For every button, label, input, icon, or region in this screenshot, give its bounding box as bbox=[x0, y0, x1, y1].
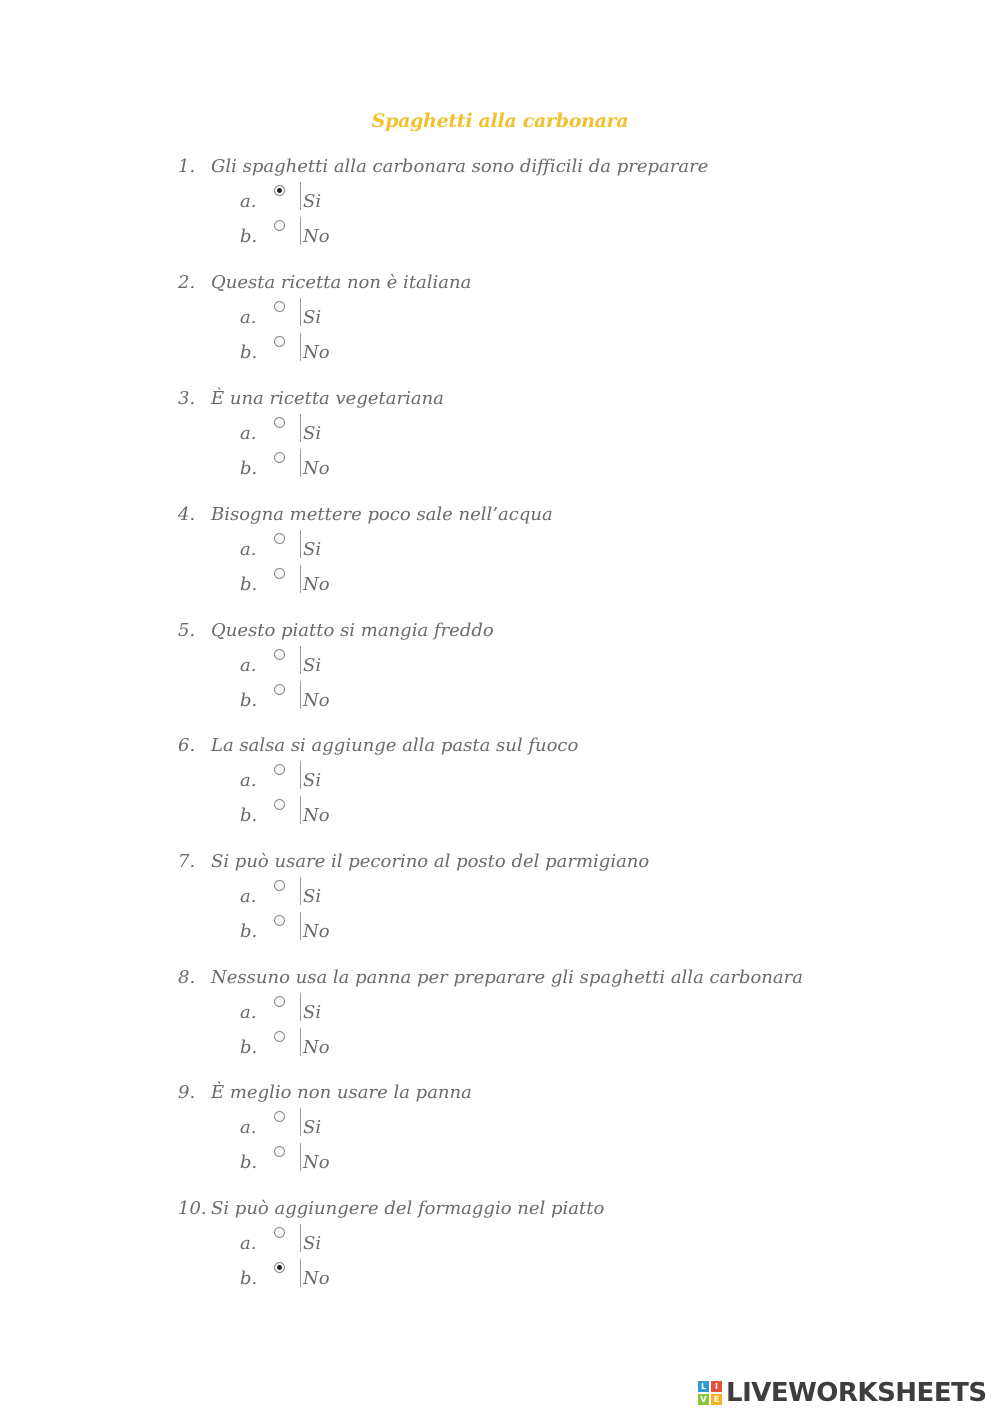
option-letter: b. bbox=[240, 805, 258, 826]
radio-button[interactable] bbox=[274, 764, 285, 775]
divider bbox=[300, 1028, 301, 1056]
divider bbox=[300, 333, 301, 361]
divider bbox=[300, 912, 301, 940]
divider bbox=[300, 565, 301, 593]
radio-button[interactable] bbox=[274, 533, 285, 544]
radio-button[interactable] bbox=[274, 1111, 285, 1122]
option-letter: b. bbox=[240, 226, 258, 247]
option-label: Si bbox=[303, 655, 322, 676]
question-5 bbox=[178, 616, 938, 716]
option-b bbox=[178, 796, 938, 831]
option-letter: a. bbox=[240, 539, 257, 560]
option-letter: a. bbox=[240, 423, 257, 444]
option-b bbox=[178, 565, 938, 600]
option-letter: b. bbox=[240, 458, 258, 479]
option-letter: a. bbox=[240, 191, 257, 212]
option-label: Si bbox=[303, 1233, 322, 1254]
radio-button[interactable] bbox=[274, 799, 285, 810]
logo-tile: L bbox=[698, 1381, 709, 1392]
question-number: 10. bbox=[178, 1198, 207, 1219]
question-text: È una ricetta vegetariana bbox=[211, 388, 444, 409]
divider bbox=[300, 646, 301, 674]
option-letter: b. bbox=[240, 921, 258, 942]
option-a bbox=[178, 530, 938, 565]
question-number: 2. bbox=[178, 272, 196, 293]
question-text: È meglio non usare la panna bbox=[211, 1082, 472, 1103]
option-label: Si bbox=[303, 1117, 322, 1138]
option-letter: b. bbox=[240, 574, 258, 595]
option-label: Si bbox=[303, 539, 322, 560]
radio-button[interactable] bbox=[274, 684, 285, 695]
question-8 bbox=[178, 963, 938, 1063]
option-label: No bbox=[303, 226, 330, 247]
option-letter: a. bbox=[240, 1233, 257, 1254]
option-label: No bbox=[303, 1037, 330, 1058]
option-label: Si bbox=[303, 886, 322, 907]
question-7 bbox=[178, 847, 938, 947]
divider bbox=[300, 681, 301, 709]
divider bbox=[300, 1224, 301, 1252]
question-text: Nessuno usa la panna per preparare gli spaghetti alla carbonara bbox=[211, 967, 803, 988]
question-10 bbox=[178, 1194, 938, 1294]
question-number: 1. bbox=[178, 156, 196, 177]
radio-button[interactable] bbox=[274, 1262, 285, 1273]
option-letter: a. bbox=[240, 770, 257, 791]
question-6 bbox=[178, 731, 938, 831]
question-number: 9. bbox=[178, 1082, 196, 1103]
option-letter: a. bbox=[240, 307, 257, 328]
radio-button[interactable] bbox=[274, 301, 285, 312]
option-letter: b. bbox=[240, 690, 258, 711]
radio-button[interactable] bbox=[274, 915, 285, 926]
question-text: Questa ricetta non è italiana bbox=[211, 272, 472, 293]
divider bbox=[300, 1108, 301, 1136]
logo-tile: V bbox=[698, 1394, 709, 1405]
radio-button[interactable] bbox=[274, 1227, 285, 1238]
divider bbox=[300, 877, 301, 905]
worksheet-title: Spaghetti alla carbonara bbox=[371, 110, 629, 132]
option-label: No bbox=[303, 458, 330, 479]
question-number: 4. bbox=[178, 504, 196, 525]
radio-button[interactable] bbox=[274, 452, 285, 463]
brand-name: LIVEWORKSHEETS bbox=[726, 1378, 987, 1408]
question-text: Bisogna mettere poco sale nell’acqua bbox=[211, 504, 553, 525]
option-label: Si bbox=[303, 423, 322, 444]
option-a bbox=[178, 877, 938, 912]
radio-button[interactable] bbox=[274, 568, 285, 579]
option-a bbox=[178, 414, 938, 449]
option-b bbox=[178, 217, 938, 252]
option-letter: b. bbox=[240, 1037, 258, 1058]
liveworksheets-logo[interactable] bbox=[698, 1378, 987, 1408]
option-a bbox=[178, 993, 938, 1028]
divider bbox=[300, 449, 301, 477]
option-label: No bbox=[303, 1152, 330, 1173]
option-label: No bbox=[303, 921, 330, 942]
option-a bbox=[178, 1224, 938, 1259]
option-b bbox=[178, 912, 938, 947]
divider bbox=[300, 530, 301, 558]
divider bbox=[300, 414, 301, 442]
radio-button[interactable] bbox=[274, 880, 285, 891]
divider bbox=[300, 1259, 301, 1287]
question-4 bbox=[178, 500, 938, 600]
question-number: 6. bbox=[178, 735, 196, 756]
option-b bbox=[178, 333, 938, 368]
option-label: Si bbox=[303, 191, 322, 212]
radio-button[interactable] bbox=[274, 417, 285, 428]
radio-button[interactable] bbox=[274, 1031, 285, 1042]
option-letter: a. bbox=[240, 1002, 257, 1023]
question-number: 8. bbox=[178, 967, 196, 988]
question-number: 7. bbox=[178, 851, 196, 872]
radio-button[interactable] bbox=[274, 996, 285, 1007]
radio-button[interactable] bbox=[274, 185, 285, 196]
option-a bbox=[178, 646, 938, 681]
option-label: Si bbox=[303, 307, 322, 328]
divider bbox=[300, 993, 301, 1021]
logo-mark-icon bbox=[698, 1381, 722, 1405]
question-text: La salsa si aggiunge alla pasta sul fuoco bbox=[211, 735, 579, 756]
option-letter: b. bbox=[240, 342, 258, 363]
radio-button[interactable] bbox=[274, 220, 285, 231]
option-letter: a. bbox=[240, 886, 257, 907]
logo-tile: I bbox=[711, 1381, 722, 1392]
option-b bbox=[178, 681, 938, 716]
divider bbox=[300, 298, 301, 326]
option-label: No bbox=[303, 574, 330, 595]
option-letter: b. bbox=[240, 1152, 258, 1173]
question-9 bbox=[178, 1078, 938, 1178]
option-label: No bbox=[303, 342, 330, 363]
option-b bbox=[178, 449, 938, 484]
question-number: 5. bbox=[178, 620, 196, 641]
radio-button[interactable] bbox=[274, 1146, 285, 1157]
question-text: Si può usare il pecorino al posto del parmigiano bbox=[211, 851, 650, 872]
option-label: No bbox=[303, 1268, 330, 1289]
question-text: Si può aggiungere del formaggio nel piatto bbox=[211, 1198, 605, 1219]
question-number: 3. bbox=[178, 388, 196, 409]
option-label: Si bbox=[303, 1002, 322, 1023]
divider bbox=[300, 1143, 301, 1171]
radio-button[interactable] bbox=[274, 336, 285, 347]
option-a bbox=[178, 761, 938, 796]
option-label: No bbox=[303, 690, 330, 711]
divider bbox=[300, 182, 301, 210]
option-letter: b. bbox=[240, 1268, 258, 1289]
option-a bbox=[178, 182, 938, 217]
option-label: No bbox=[303, 805, 330, 826]
question-2 bbox=[178, 268, 938, 368]
radio-button[interactable] bbox=[274, 649, 285, 660]
divider bbox=[300, 217, 301, 245]
option-letter: a. bbox=[240, 1117, 257, 1138]
option-b bbox=[178, 1028, 938, 1063]
question-3 bbox=[178, 384, 938, 484]
logo-tile: E bbox=[711, 1394, 722, 1405]
option-a bbox=[178, 298, 938, 333]
divider bbox=[300, 761, 301, 789]
option-b bbox=[178, 1143, 938, 1178]
question-1 bbox=[178, 152, 938, 252]
option-label: Si bbox=[303, 770, 322, 791]
question-text: Gli spaghetti alla carbonara sono difficili da preparare bbox=[211, 156, 709, 177]
option-letter: a. bbox=[240, 655, 257, 676]
divider bbox=[300, 796, 301, 824]
option-b bbox=[178, 1259, 938, 1294]
question-text: Questo piatto si mangia freddo bbox=[211, 620, 494, 641]
option-a bbox=[178, 1108, 938, 1143]
